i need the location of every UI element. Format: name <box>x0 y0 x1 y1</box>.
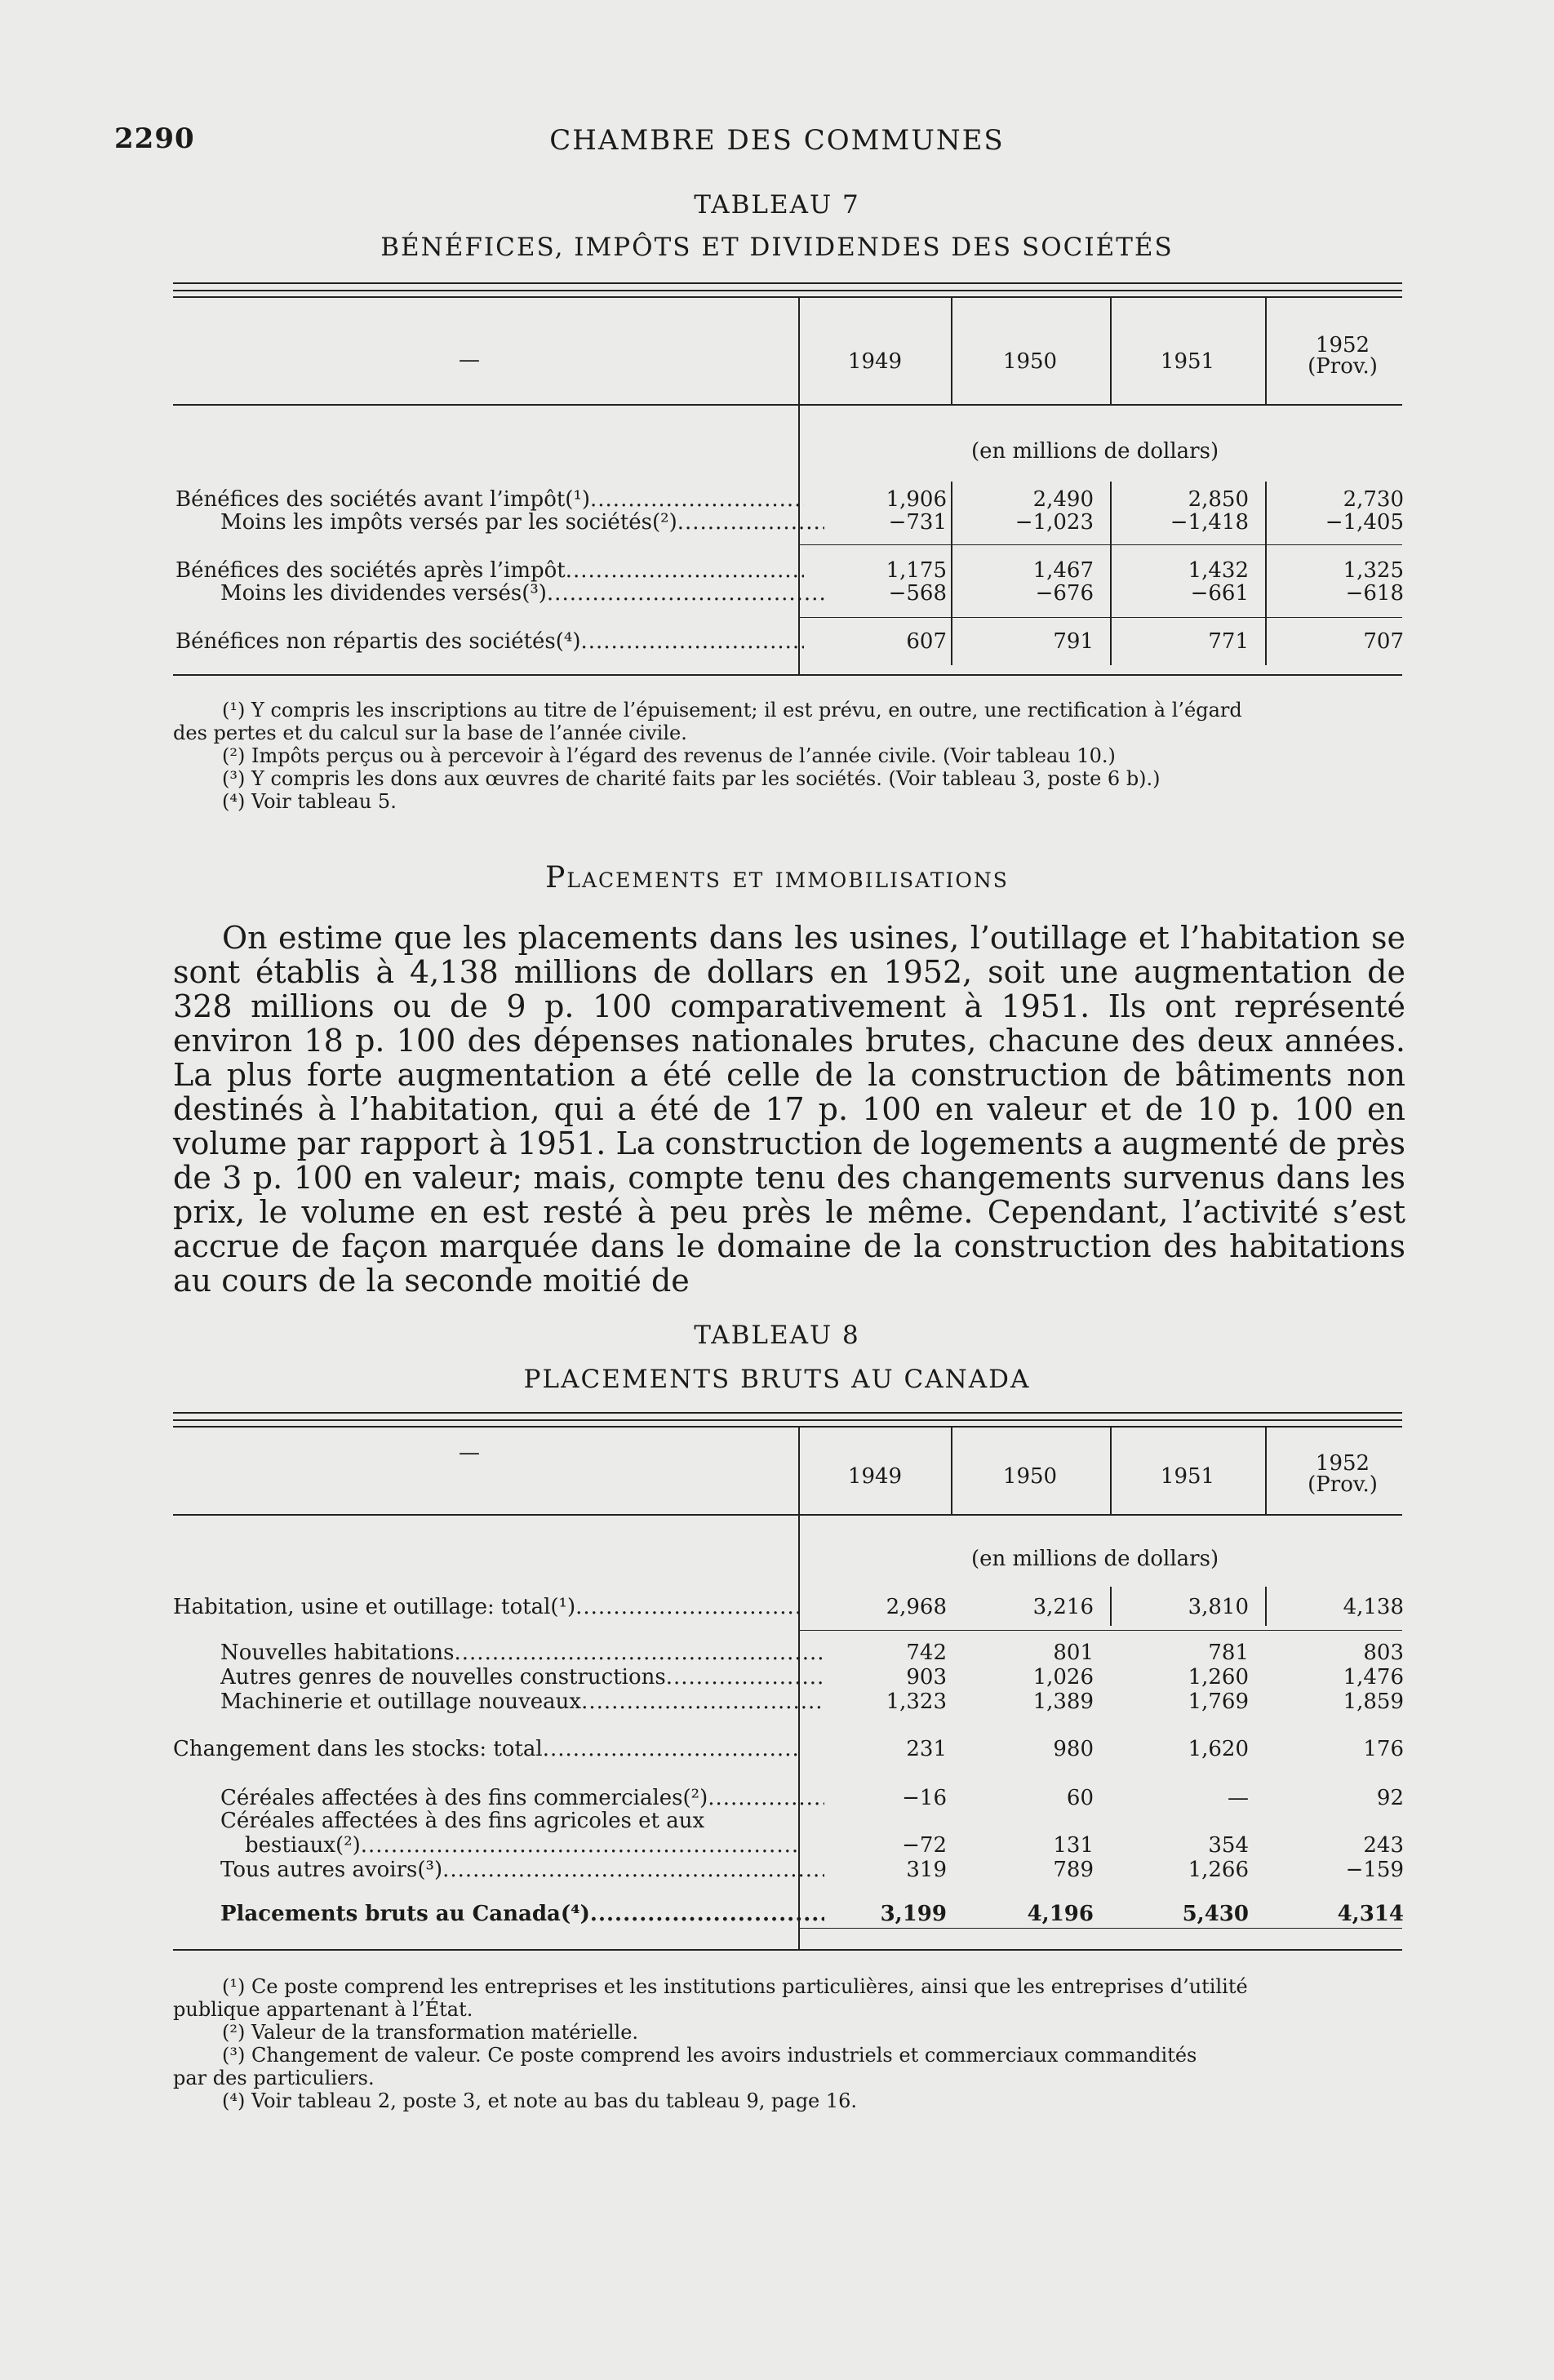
table8-cell: 1,260 <box>1188 1665 1249 1690</box>
table8-footnote: publique appartenant à l’État. <box>173 1998 473 2021</box>
table7-cell: −1,405 <box>1325 510 1404 535</box>
table8-row-label: Céréales affectées à des fins commerciales(²) ..... <box>220 1786 824 1810</box>
table7-row-label: Bénéfices des sociétés après l’impôt ..... <box>175 558 804 583</box>
table8-cell: 781 <box>1208 1641 1249 1665</box>
table7-col-sep <box>1110 296 1112 404</box>
table7-col-1949: 1949 <box>847 349 903 374</box>
section-paragraph: On estime que les placements dans les usines, l’outillage et l’habitation se sont établis à 4,138 millions de dollars en 1952, soit une augmentation de 328 millions ou de 9 p. 100 comparativement à 1951. Ils ont représenté environ 18 p. 100 des dépenses nationales brutes, chacune des deux années. La plus forte augmentation a été celle de la construction de bâtiments non destinés à l’habitation, qui a été de 17 p. 100 en valeur et de 10 p. 100 en volume par rapport à 1951. La construction de logements a augmenté de près de 3 p. 100 en valeur; mais, compte tenu des changements survenus dans les prix, le volume en est resté à peu près le même. Cependant, l’activité s’est accrue de façon marquée dans le domaine de la construction des habitations au cours de la seconde moitié de <box>173 920 1405 1299</box>
table7-group-rule <box>798 544 1402 545</box>
table8-footnote: (⁴) Voir tableau 2, poste 3, et note au bas du tableau 9, page 16. <box>222 2089 858 2112</box>
table8-col-prov: (Prov.) <box>1308 1472 1378 1497</box>
table7-cell: 771 <box>1208 629 1249 654</box>
table8-cell: 1,323 <box>886 1690 947 1714</box>
table7-col-sep <box>1110 482 1112 665</box>
table8-title: PLACEMENTS BRUTS AU CANADA <box>523 1365 1031 1394</box>
table8-bottom-rule <box>173 1949 1402 1951</box>
table8-cell: 92 <box>1376 1786 1404 1810</box>
table7-cell: 1,467 <box>1032 558 1094 583</box>
table8-footnote: (³) Changement de valeur. Ce poste comprend les avoirs industriels et commerciaux commandités <box>222 2044 1197 2067</box>
table7-row-label: Bénéfices des sociétés avant l’impôt(¹) ..... <box>175 487 804 512</box>
table8-row-label: bestiaux(²) ..... <box>245 1833 800 1858</box>
table8-row-label: Tous autres avoirs(³) ..... <box>220 1858 824 1882</box>
table7-cell: −1,023 <box>1015 510 1094 535</box>
table7-cell: −1,418 <box>1170 510 1249 535</box>
table8-cell: 1,620 <box>1188 1737 1249 1761</box>
table7-cell: 1,325 <box>1343 558 1404 583</box>
table7-footnote: des pertes et du calcul sur la base de l’année civile. <box>173 722 687 744</box>
table8-total-cell: 5,430 <box>1182 1902 1249 1926</box>
table7-top-rule-3 <box>173 296 1402 298</box>
table7-footnote: (⁴) Voir tableau 5. <box>222 790 397 813</box>
table7-cell: 2,730 <box>1343 487 1404 512</box>
table7-col-sep <box>951 482 952 665</box>
table8-units: (en millions de dollars) <box>971 1547 1219 1571</box>
table8-footnote: par des particuliers. <box>173 2067 375 2089</box>
table8-cell: 319 <box>906 1858 947 1882</box>
table8-row-label: Machinerie et outillage nouveaux ..... <box>220 1690 824 1714</box>
table8-col-1949: 1949 <box>847 1464 903 1489</box>
table7-col-1951: 1951 <box>1160 349 1215 374</box>
table7-cell: 707 <box>1363 629 1404 654</box>
table8-row-label: Céréales affectées à des fins agricoles et aux <box>220 1809 705 1833</box>
table7-cell: 791 <box>1053 629 1094 654</box>
table8-header-rule <box>173 1514 1402 1516</box>
table7-cell: 1,906 <box>886 487 947 512</box>
table8-cell: 789 <box>1053 1858 1094 1882</box>
table7-title: BÉNÉFICES, IMPÔTS ET DIVIDENDES DES SOCIÉTÉS <box>380 233 1174 262</box>
table7-label: TABLEAU 7 <box>694 190 860 220</box>
table8-cell: 176 <box>1363 1737 1404 1761</box>
table7-row-label: Moins les impôts versés par les sociétés(²) ..... <box>220 510 824 535</box>
table8-col-1950: 1950 <box>1002 1464 1058 1489</box>
table8-cell: 131 <box>1053 1833 1094 1858</box>
table8-cell: −72 <box>902 1833 947 1858</box>
table8-total-cell: 4,196 <box>1027 1902 1094 1926</box>
table8-cell: 742 <box>906 1641 947 1665</box>
table7-units: (en millions de dollars) <box>971 439 1219 464</box>
page-number: 2290 <box>114 122 195 155</box>
table7-cell: 2,850 <box>1188 487 1249 512</box>
table8-cell: 1,476 <box>1343 1665 1404 1690</box>
table8-total-cell: 3,199 <box>880 1902 947 1926</box>
table8-cell: −159 <box>1345 1858 1404 1882</box>
table8-cell: −16 <box>902 1786 947 1810</box>
table7-top-rule <box>173 282 1402 284</box>
table7-col-sep <box>1265 296 1267 404</box>
table8-cell: 803 <box>1363 1641 1404 1665</box>
table8-cell: 3,216 <box>1032 1595 1094 1619</box>
table7-col-1950: 1950 <box>1002 349 1058 374</box>
table7-cell: −676 <box>1035 581 1094 606</box>
table7-cell: −618 <box>1345 581 1404 606</box>
table7-col-1952: 1952 <box>1315 333 1370 357</box>
table8-label: TABLEAU 8 <box>694 1321 860 1350</box>
table8-footnote: (¹) Ce poste comprend les entreprises et les institutions particulières, ainsi que les entreprises d’utilité <box>222 1975 1248 1998</box>
table7-cell: −568 <box>888 581 947 606</box>
table7-cell: −661 <box>1190 581 1249 606</box>
table8-footnote: (²) Valeur de la transformation matérielle. <box>222 2021 639 2044</box>
table7-footnote: (¹) Y compris les inscriptions au titre de l’épuisement; il est prévu, en outre, une rectification à l’égard <box>222 699 1242 722</box>
table8-col-1952: 1952 <box>1315 1451 1370 1476</box>
table8-row-label: Nouvelles habitations ..... <box>220 1641 824 1665</box>
table8-row-label: Changement dans les stocks: total ..... <box>173 1737 801 1761</box>
table8-group-rule <box>798 1928 1402 1929</box>
table7-col-sep <box>951 296 952 404</box>
table8-col-sep <box>1265 1426 1267 1514</box>
running-title: CHAMBRE DES COMMUNES <box>549 124 1005 157</box>
table7-cell: 607 <box>906 629 947 654</box>
table7-cell: 2,490 <box>1032 487 1094 512</box>
table8-top-rule-2 <box>173 1419 1402 1421</box>
table7-row-label: Bénéfices non répartis des sociétés(⁴) ..... <box>175 629 804 654</box>
table8-cell: 980 <box>1053 1737 1094 1761</box>
table7-stub-dash: — <box>459 348 480 372</box>
table7-bottom-rule <box>173 674 1402 676</box>
table8-col-sep <box>1265 1587 1267 1626</box>
table8-cell: 3,810 <box>1188 1595 1249 1619</box>
table7-row-label: Moins les dividendes versés(³) ..... <box>220 581 824 606</box>
table8-cell: 231 <box>906 1737 947 1761</box>
table8-cell: — <box>1228 1786 1249 1810</box>
table7-group-rule <box>798 617 1402 618</box>
table8-top-rule <box>173 1412 1402 1414</box>
table8-row-label: Autres genres de nouvelles constructions ..... <box>220 1665 824 1690</box>
table8-cell: 243 <box>1363 1833 1404 1858</box>
table8-cell: 2,968 <box>886 1595 947 1619</box>
table8-cell: 903 <box>906 1665 947 1690</box>
table8-col-sep <box>1110 1587 1112 1626</box>
table8-col-sep <box>1110 1426 1112 1514</box>
table8-cell: 801 <box>1053 1641 1094 1665</box>
table8-cell: 1,389 <box>1032 1690 1094 1714</box>
table8-top-rule-3 <box>173 1426 1402 1428</box>
table8-cell: 1,859 <box>1343 1690 1404 1714</box>
table7-col-prov: (Prov.) <box>1308 354 1378 379</box>
table7-col-sep <box>1265 482 1267 665</box>
table8-cell: 1,266 <box>1188 1858 1249 1882</box>
table8-col-1951: 1951 <box>1160 1464 1215 1489</box>
table7-cell: −731 <box>888 510 947 535</box>
table8-total-label: Placements bruts au Canada(⁴) ..... <box>220 1902 824 1926</box>
table8-row-label: Habitation, usine et outillage: total(¹) ..... <box>173 1595 801 1619</box>
table8-group-rule <box>798 1630 1402 1631</box>
table8-stub-dash: — <box>459 1441 480 1465</box>
table7-cell: 1,432 <box>1188 558 1249 583</box>
table8-total-cell: 4,314 <box>1337 1902 1404 1926</box>
table7-footnote: (²) Impôts perçus ou à percevoir à l’égard des revenus de l’année civile. (Voir tableau 10.) <box>222 744 1116 767</box>
section-heading: Placements et immobilisations <box>545 861 1009 895</box>
table8-cell: 354 <box>1208 1833 1249 1858</box>
table8-cell: 60 <box>1066 1786 1094 1810</box>
table7-header-rule <box>173 404 1402 406</box>
table8-col-sep <box>951 1426 952 1514</box>
table7-cell: 1,175 <box>886 558 947 583</box>
table8-cell: 1,769 <box>1188 1690 1249 1714</box>
table8-cell: 4,138 <box>1343 1595 1404 1619</box>
table7-top-rule-2 <box>173 290 1402 291</box>
table8-cell: 1,026 <box>1032 1665 1094 1690</box>
table7-footnote: (³) Y compris les dons aux œuvres de charité faits par les sociétés. (Voir tableau 3, poste 6 b).) <box>222 767 1161 790</box>
